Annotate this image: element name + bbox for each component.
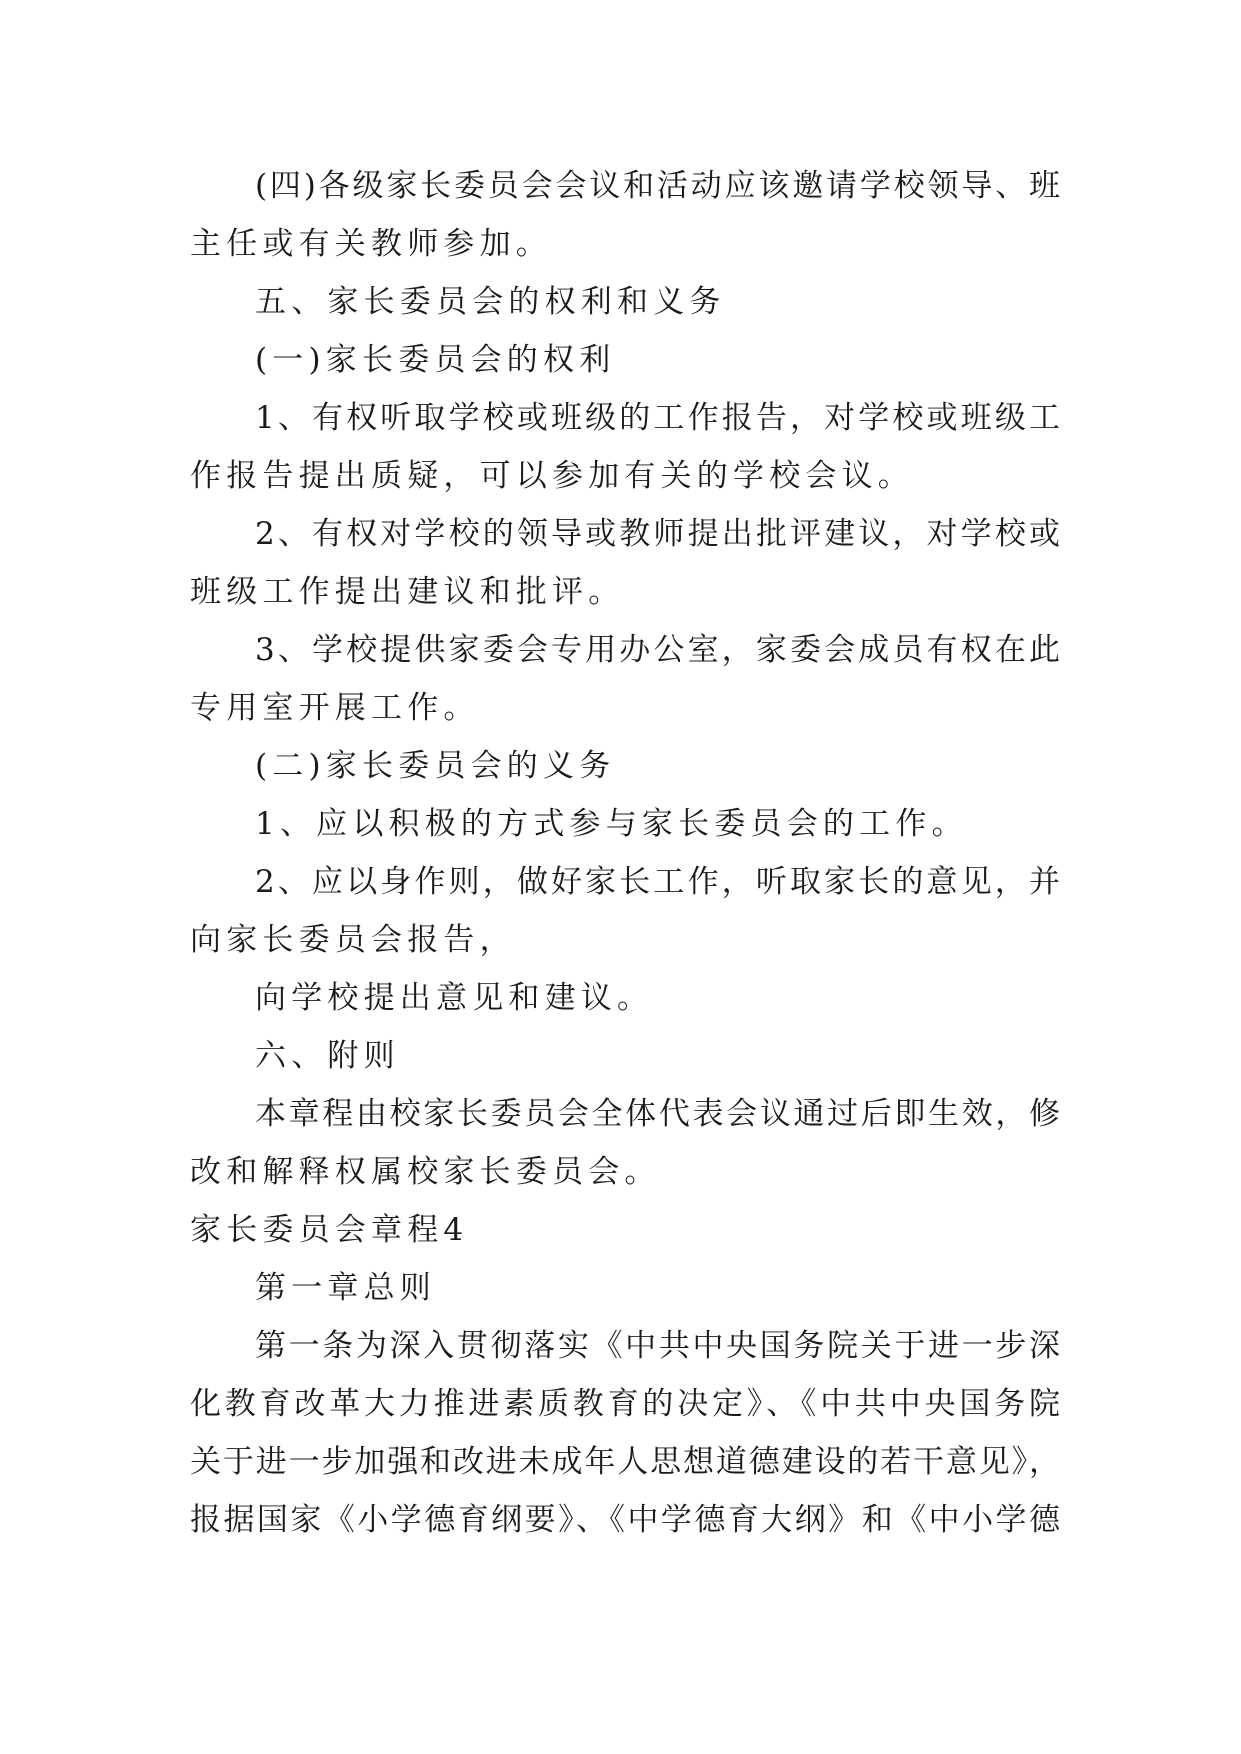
text-line: 2、应以身作则，做好家长工作，听取家长的意见，并 [255, 864, 1060, 900]
text-line: 化教育改革大力推进素质教育的决定》、《中共中央国务院 [190, 1386, 1060, 1422]
text-line: 1、应以积极的方式参与家长委员会的工作。 [255, 806, 968, 842]
text-line: 改和解释权属校家长委员会。 [190, 1154, 661, 1190]
text-line: 班级工作提出建议和批评。 [190, 574, 625, 610]
text-line: 向学校提出意见和建议。 [255, 980, 654, 1016]
text-line: 1、有权听取学校或班级的工作报告，对学校或班级工 [255, 400, 1060, 436]
text-line: 本章程由校家长委员会全体代表会议通过后即生效，修 [255, 1096, 1060, 1132]
text-line: 第一条为深入贯彻落实《中共中央国务院关于进一步深 [255, 1328, 1060, 1364]
text-line: 向家长委员会报告， [190, 922, 516, 958]
text-line: 3、学校提供家委会专用办公室，家委会成员有权在此 [255, 632, 1060, 668]
text-line: 专用室开展工作。 [190, 690, 480, 726]
text-line: 报据国家《小学德育纲要》、《中学德育大纲》和《中小学德 [190, 1502, 1060, 1538]
subsection-heading: (二)家长委员会的义务 [255, 748, 616, 784]
text-line: 关于进一步加强和改进未成年人思想道德建设的若干意见》， [190, 1444, 1060, 1480]
text-line: (四)各级家长委员会会议和活动应该邀请学校领导、班 [255, 168, 1060, 204]
text-line: 作报告提出质疑，可以参加有关的学校会议。 [190, 458, 914, 494]
section-heading: 五、家长委员会的权利和义务 [255, 284, 726, 320]
chapter-heading: 第一章总则 [255, 1270, 436, 1306]
document-title: 家长委员会章程4 [190, 1212, 469, 1248]
section-heading: 六、附则 [255, 1038, 400, 1074]
text-line: 主任或有关教师参加。 [190, 226, 552, 262]
subsection-heading: (一)家长委员会的权利 [255, 342, 616, 378]
text-line: 2、有权对学校的领导或教师提出批评建议，对学校或 [255, 516, 1060, 552]
